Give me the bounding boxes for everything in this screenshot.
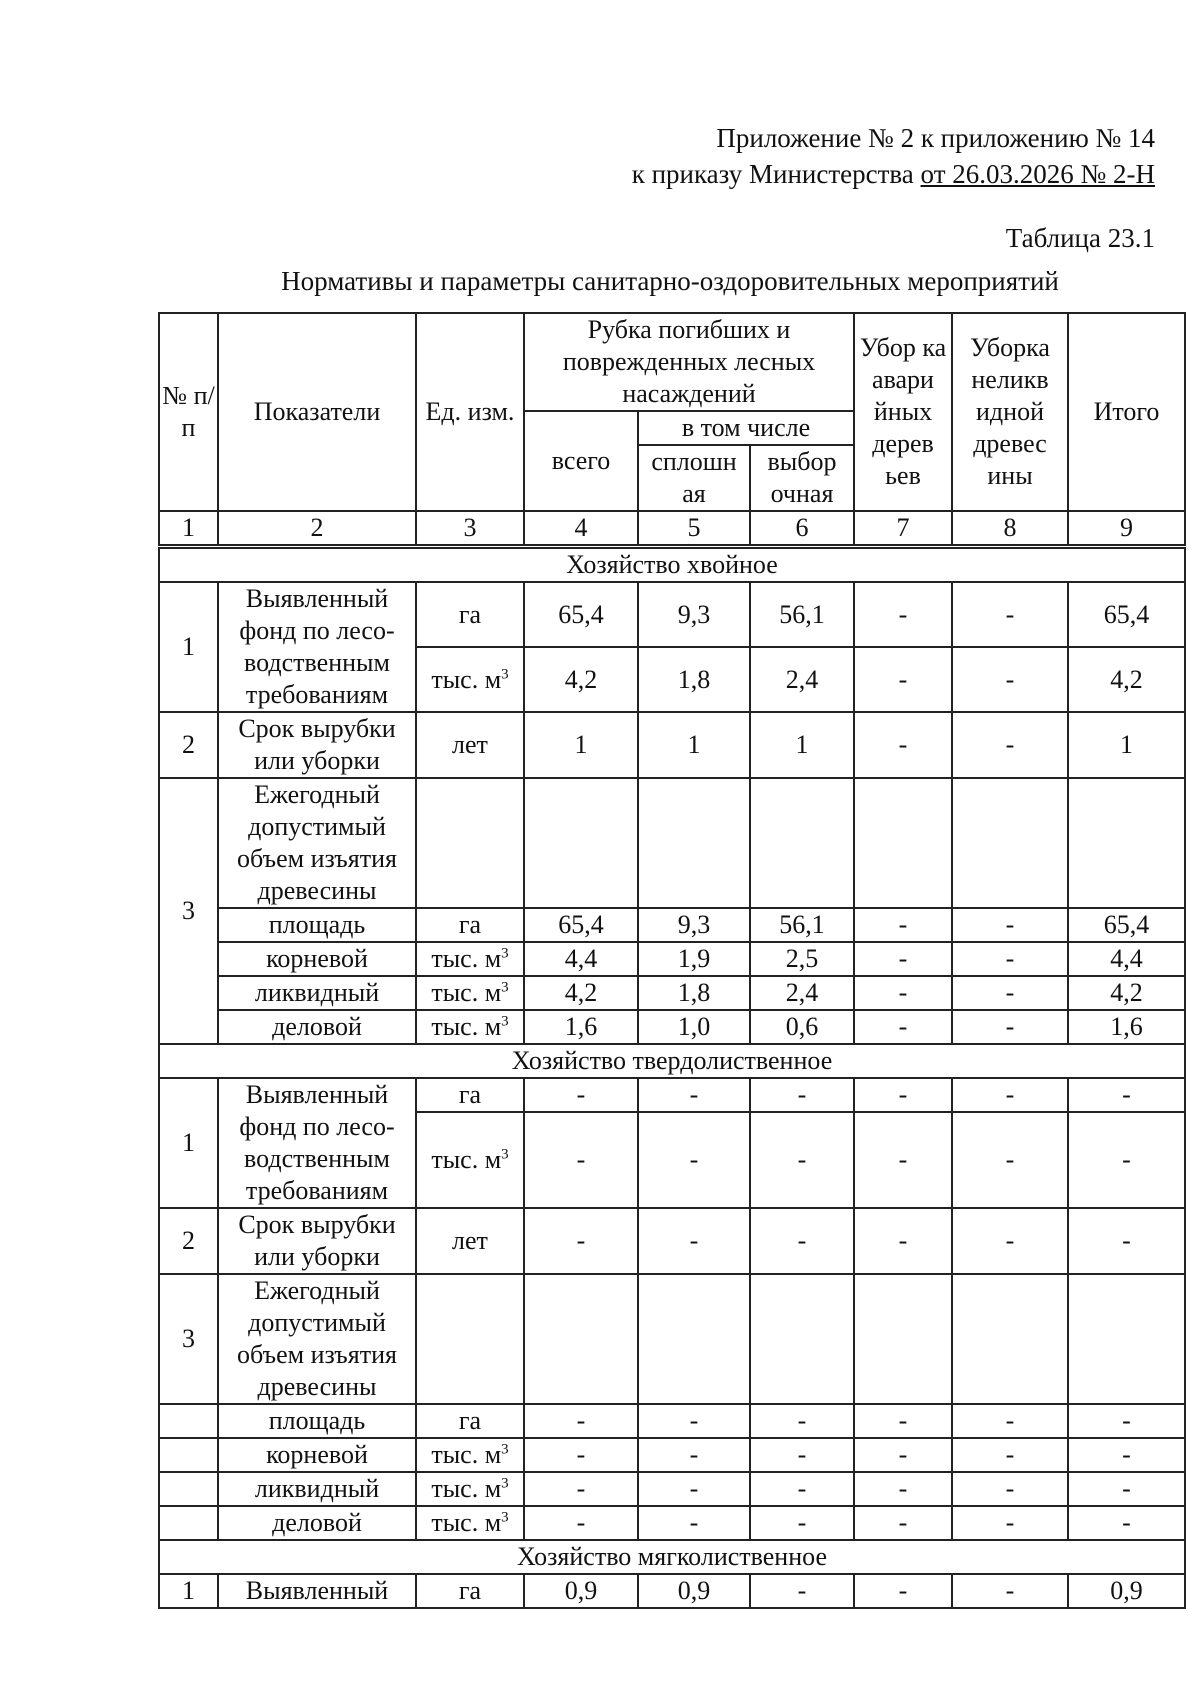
data-cell: 56,1 — [750, 908, 854, 942]
table-row — [159, 1078, 1185, 1112]
data-cell: - — [854, 1404, 952, 1438]
row-label: площадь — [218, 908, 416, 942]
section-title: Хозяйство твердолиственное — [159, 1044, 1185, 1078]
unit-superscript: 3 — [501, 945, 509, 962]
table-row — [159, 1438, 1185, 1472]
unit-superscript: 3 — [501, 665, 509, 682]
data-cell: 1,6 — [524, 1010, 638, 1044]
data-cell: - — [638, 1078, 750, 1112]
col-number: 6 — [750, 511, 854, 547]
data-cell: - — [750, 1506, 854, 1540]
row-number: 3 — [159, 1274, 218, 1404]
data-cell: - — [750, 1404, 854, 1438]
data-cell: 4,4 — [524, 942, 638, 976]
col-number: 4 — [524, 511, 638, 547]
data-cell: 4,2 — [524, 647, 638, 712]
row-label: Выявленный — [218, 1574, 416, 1608]
data-cell: - — [952, 1472, 1068, 1506]
data-cell: 65,4 — [524, 908, 638, 942]
data-cell: - — [854, 1010, 952, 1044]
table-row — [159, 1574, 1185, 1608]
data-cell: - — [854, 1112, 952, 1208]
data-cell: - — [638, 1438, 750, 1472]
unit-superscript: 3 — [501, 1013, 509, 1030]
data-cell: - — [854, 1574, 952, 1608]
data-cell: 0,6 — [750, 1010, 854, 1044]
header-order-number: от 26.03.2026 № 2-Н — [920, 159, 1155, 189]
col-number: 9 — [1068, 511, 1185, 547]
data-cell: - — [1068, 1112, 1185, 1208]
unit-cell — [416, 1438, 524, 1472]
data-cell: - — [750, 1112, 854, 1208]
unit-text: тыс. м — [431, 1474, 502, 1503]
data-cell: 2,4 — [750, 647, 854, 712]
data-cell: 1 — [1068, 712, 1185, 778]
data-cell: 1,8 — [638, 976, 750, 1010]
data-cell: - — [1068, 1506, 1185, 1540]
data-cell: - — [1068, 1472, 1185, 1506]
data-cell: - — [524, 1472, 638, 1506]
data-cell: 0,9 — [1068, 1574, 1185, 1608]
unit-superscript: 3 — [501, 1475, 509, 1492]
col-head-selective: выбор очная — [750, 445, 854, 511]
col-head-solid: сплошн ая — [638, 445, 750, 511]
data-cell: - — [524, 1208, 638, 1274]
data-cell: 1,9 — [638, 942, 750, 976]
data-cell: - — [952, 647, 1068, 712]
data-cell: - — [854, 1438, 952, 1472]
data-cell: - — [750, 1078, 854, 1112]
row-label: корневой — [218, 942, 416, 976]
data-cell: - — [638, 1208, 750, 1274]
col-head-total: Итого — [1068, 313, 1185, 511]
col-head-nonliquid: Уборка неликв идной древес ины — [952, 313, 1068, 511]
data-cell: - — [638, 1472, 750, 1506]
row-label: площадь — [218, 1404, 416, 1438]
unit-cell: га — [416, 582, 524, 647]
table-row — [159, 1274, 1185, 1404]
unit-text: тыс. м — [431, 1440, 502, 1469]
header-order-prefix: к приказу Министерства — [631, 159, 914, 189]
row-label: корневой — [218, 1438, 416, 1472]
data-cell: - — [750, 1574, 854, 1608]
data-cell: - — [750, 1472, 854, 1506]
data-cell: - — [1068, 1078, 1185, 1112]
data-cell: 4,2 — [524, 976, 638, 1010]
col-head-felling-group: Рубка погибших и поврежденных лесных насаждений — [524, 313, 854, 411]
data-cell: 2,5 — [750, 942, 854, 976]
data-cell: - — [952, 1404, 1068, 1438]
data-cell: - — [854, 908, 952, 942]
unit-text: тыс. м — [431, 944, 502, 973]
data-cell: 0,9 — [524, 1574, 638, 1608]
unit-cell — [416, 976, 524, 1010]
data-cell: - — [952, 1010, 1068, 1044]
table-row — [159, 1506, 1185, 1540]
data-cell: 1 — [750, 712, 854, 778]
table-row — [159, 712, 1185, 778]
data-cell: 2,4 — [750, 976, 854, 1010]
data-cell: - — [952, 1208, 1068, 1274]
data-cell: - — [854, 1472, 952, 1506]
header-line-2 — [632, 156, 1155, 192]
col-number: 7 — [854, 511, 952, 547]
data-cell: - — [952, 712, 1068, 778]
col-head-emergency: Убор ка авари йных дерев ьев — [854, 313, 952, 511]
row-label: деловой — [218, 1506, 416, 1540]
data-cell: 9,3 — [638, 582, 750, 647]
table-row — [159, 942, 1185, 976]
unit-cell: га — [416, 1404, 524, 1438]
table-row — [159, 908, 1185, 942]
col-head-including: в том числе — [638, 411, 854, 445]
row-number: 2 — [159, 1208, 218, 1274]
col-head-num: № п/ п — [159, 313, 218, 511]
row-label: ликвидный — [218, 976, 416, 1010]
table-row — [159, 976, 1185, 1010]
row-label: Ежегодный допустимый объем изъятия древесины — [218, 1274, 416, 1404]
unit-superscript: 3 — [501, 979, 509, 996]
data-cell: - — [854, 942, 952, 976]
data-cell: - — [1068, 1404, 1185, 1438]
data-cell: - — [952, 976, 1068, 1010]
unit-superscript: 3 — [501, 1146, 509, 1163]
data-cell: 65,4 — [1068, 582, 1185, 647]
col-head-indicator: Показатели — [218, 313, 416, 511]
col-number: 5 — [638, 511, 750, 547]
col-number: 3 — [416, 511, 524, 547]
data-cell: - — [854, 1078, 952, 1112]
unit-text: тыс. м — [431, 978, 502, 1007]
data-cell: - — [952, 582, 1068, 647]
unit-cell — [416, 647, 524, 712]
unit-cell: га — [416, 1574, 524, 1608]
data-cell: - — [638, 1112, 750, 1208]
data-cell: - — [524, 1438, 638, 1472]
header-line-1: Приложение № 2 к приложению № 14 — [716, 123, 1155, 153]
row-number: 1 — [159, 582, 218, 712]
section-title: Хозяйство мягколиственное — [159, 1540, 1185, 1574]
unit-cell — [416, 1472, 524, 1506]
data-cell: - — [638, 1404, 750, 1438]
col-number: 1 — [159, 511, 218, 547]
col-head-all: всего — [524, 411, 638, 511]
norms-table — [158, 312, 1186, 1609]
data-cell: 4,4 — [1068, 942, 1185, 976]
table-row — [159, 1010, 1185, 1044]
row-label: Срок вырубки или уборки — [218, 712, 416, 778]
unit-superscript: 3 — [501, 1441, 509, 1458]
row-label: деловой — [218, 1010, 416, 1044]
table-row — [159, 1472, 1185, 1506]
data-cell: 1,8 — [638, 647, 750, 712]
col-head-unit: Ед. изм. — [416, 313, 524, 511]
data-cell: 4,2 — [1068, 976, 1185, 1010]
unit-cell: лет — [416, 712, 524, 778]
data-cell: - — [952, 1078, 1068, 1112]
data-cell: - — [952, 1506, 1068, 1540]
data-cell: 56,1 — [750, 582, 854, 647]
data-cell: 65,4 — [1068, 908, 1185, 942]
data-cell: 1 — [524, 712, 638, 778]
data-cell: 1,0 — [638, 1010, 750, 1044]
table-row — [159, 778, 1185, 908]
data-cell: 1,6 — [1068, 1010, 1185, 1044]
data-cell: 4,2 — [1068, 647, 1185, 712]
unit-cell: га — [416, 908, 524, 942]
data-cell: - — [750, 1438, 854, 1472]
row-label: Ежегодный допустимый объем изъятия древесины — [218, 778, 416, 908]
data-cell: - — [524, 1404, 638, 1438]
data-cell: - — [854, 712, 952, 778]
data-cell: - — [1068, 1208, 1185, 1274]
table-number: Таблица 23.1 — [1005, 223, 1155, 253]
unit-text: тыс. м — [431, 1012, 502, 1041]
unit-cell — [416, 942, 524, 976]
data-cell: 0,9 — [638, 1574, 750, 1608]
unit-text: тыс. м — [431, 1508, 502, 1537]
data-cell: - — [854, 976, 952, 1010]
table-row — [159, 1404, 1185, 1438]
data-cell: 1 — [638, 712, 750, 778]
section-title: Хозяйство хвойное — [159, 547, 1185, 583]
row-label: ликвидный — [218, 1472, 416, 1506]
data-cell: - — [854, 1506, 952, 1540]
unit-cell — [416, 1010, 524, 1044]
row-number: 2 — [159, 712, 218, 778]
row-label: Выявленный фонд по лесо-водственным требованиям — [218, 1078, 416, 1208]
table-row — [159, 582, 1185, 647]
data-cell: - — [524, 1506, 638, 1540]
data-cell: - — [524, 1078, 638, 1112]
unit-cell — [416, 1506, 524, 1540]
data-cell: - — [952, 1438, 1068, 1472]
column-numbers-row — [159, 511, 1185, 547]
data-cell: - — [1068, 1438, 1185, 1472]
data-cell: - — [952, 1574, 1068, 1608]
data-cell: - — [750, 1208, 854, 1274]
data-cell: - — [638, 1506, 750, 1540]
data-cell: - — [854, 582, 952, 647]
data-cell: 9,3 — [638, 908, 750, 942]
unit-superscript: 3 — [501, 1509, 509, 1526]
row-label: Срок вырубки или уборки — [218, 1208, 416, 1274]
document-header — [632, 120, 1155, 192]
row-number: 3 — [159, 778, 218, 1044]
unit-cell: лет — [416, 1208, 524, 1274]
data-cell: 65,4 — [524, 582, 638, 647]
unit-text: тыс. м — [431, 1145, 502, 1174]
col-number: 8 — [952, 511, 1068, 547]
data-cell: - — [854, 647, 952, 712]
col-number: 2 — [218, 511, 416, 547]
row-number: 1 — [159, 1574, 218, 1608]
table-title: Нормативы и параметры санитарно-оздоровительных мероприятий — [281, 266, 1059, 296]
row-label: Выявленный фонд по лесо-водственным требованиям — [218, 582, 416, 712]
data-cell: - — [952, 1112, 1068, 1208]
unit-text: тыс. м — [431, 664, 502, 694]
unit-cell — [416, 1112, 524, 1208]
data-cell: - — [524, 1112, 638, 1208]
data-cell: - — [854, 1208, 952, 1274]
row-number: 1 — [159, 1078, 218, 1208]
data-cell: - — [952, 908, 1068, 942]
unit-cell: га — [416, 1078, 524, 1112]
table-row — [159, 1208, 1185, 1274]
data-cell: - — [952, 942, 1068, 976]
